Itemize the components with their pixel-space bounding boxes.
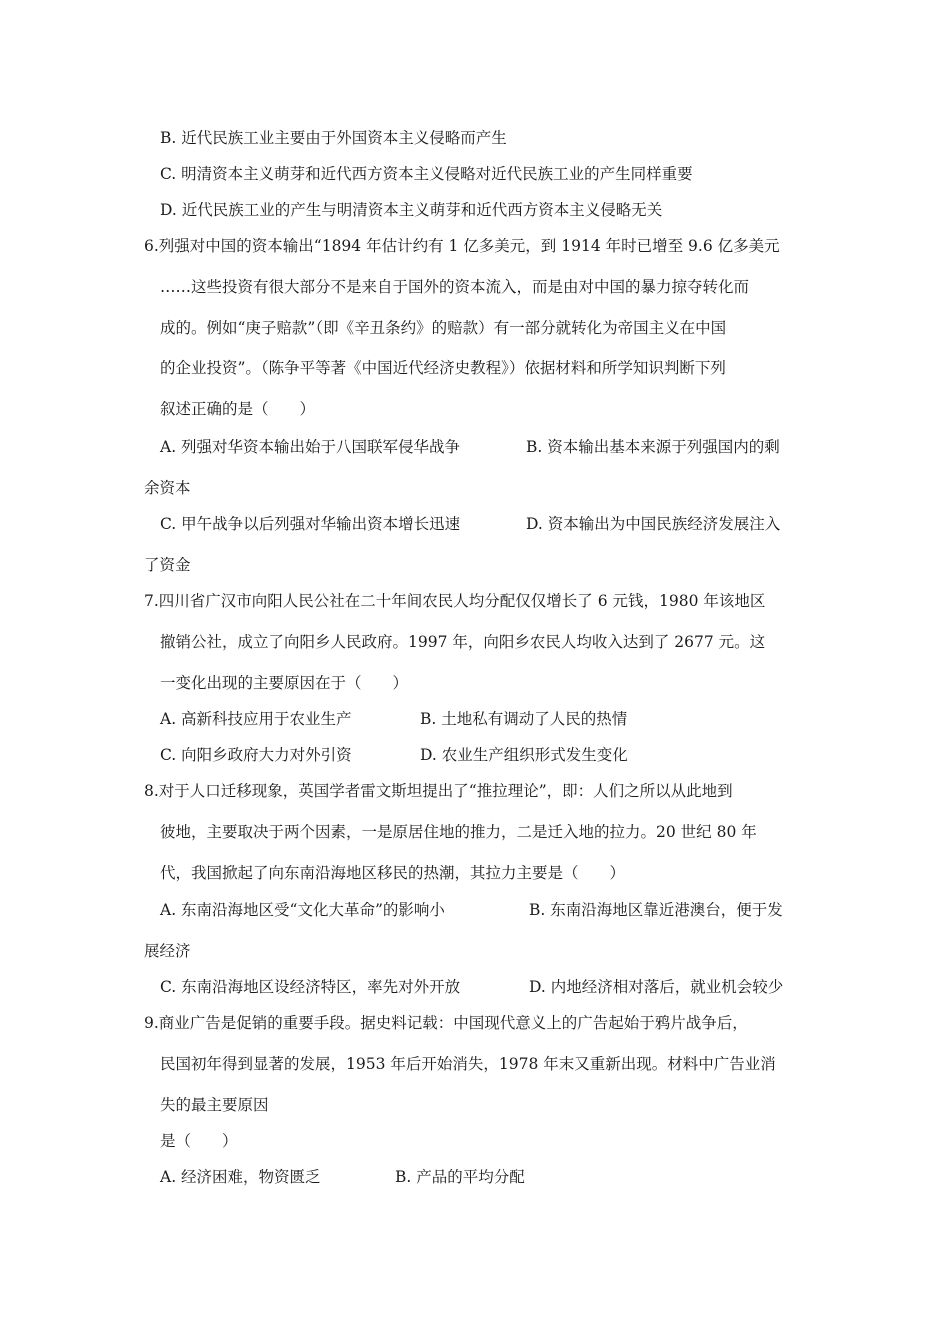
- question-8-line-3: 代，我国掀起了向东南沿海地区移民的热潮，其拉力主要是（ ）: [160, 864, 626, 882]
- question-8-line-1: 8.对于人口迁移现象，英国学者雷文斯坦提出了“推拉理论”，即：人们之所以从此地到: [144, 782, 733, 800]
- question-7-line-1: 7.四川省广汉市向阳人民公社在二十年间农民人均分配仅仅增长了 6 元钱，1980 年该地区: [144, 592, 766, 610]
- question-6-line-3: 成的。例如“庚子赔款”（即《辛丑条约》的赔款）有一部分就转化为帝国主义在中国: [160, 319, 727, 337]
- question-9-line-3: 失的最主要原因: [160, 1096, 269, 1114]
- question-9-line-2: 民国初年得到显著的发展，1953 年后开始消失，1978 年末又重新出现。材料中广告业消: [160, 1055, 776, 1073]
- option-5b: B. 近代民族工业主要由于外国资本主义侵略而产生: [160, 129, 507, 147]
- option-6d: D. 资本输出为中国民族经济发展注入: [526, 515, 781, 533]
- option-8b-cont: 展经济: [144, 942, 191, 960]
- option-7d: D. 农业生产组织形式发生变化: [420, 746, 628, 764]
- question-7-line-3: 一变化出现的主要原因在于（ ）: [160, 674, 409, 692]
- option-5c: C. 明清资本主义萌芽和近代西方资本主义侵略对近代民族工业的产生同样重要: [160, 165, 693, 183]
- question-6-line-1: 6.列强对中国的资本输出“1894 年估计约有 1 亿多美元，到 1914 年时已增至 9.6 亿多美元: [144, 237, 780, 255]
- option-8c: C. 东南沿海地区设经济特区，率先对外开放: [160, 978, 461, 996]
- option-6c: C. 甲午战争以后列强对华输出资本增长迅速: [160, 515, 461, 533]
- option-6a: A. 列强对华资本输出始于八国联军侵华战争: [160, 438, 461, 456]
- option-7a: A. 高新科技应用于农业生产: [160, 710, 352, 728]
- option-5d: D. 近代民族工业的产生与明清资本主义萌芽和近代西方资本主义侵略无关: [160, 201, 663, 219]
- option-6b-cont: 余资本: [144, 479, 191, 497]
- question-6-line-5: 叙述正确的是（ ）: [160, 400, 316, 418]
- question-6-line-2: ……这些投资有很大部分不是来自于国外的资本流入，而是由对中国的暴力掠夺转化而: [160, 278, 750, 296]
- question-9-line-4: 是（ ）: [160, 1132, 238, 1150]
- option-7b: B. 土地私有调动了人民的热情: [420, 710, 628, 728]
- question-6-line-4: 的企业投资”。（陈争平等著《中国近代经济史教程》）依据材料和所学知识判断下列: [160, 359, 726, 377]
- option-9b: B. 产品的平均分配: [395, 1168, 525, 1186]
- option-8a: A. 东南沿海地区受“文化大革命”的影响小: [160, 901, 445, 919]
- option-8b: B. 东南沿海地区靠近港澳台，便于发: [529, 901, 783, 919]
- option-8d: D. 内地经济相对落后，就业机会较少: [529, 978, 784, 996]
- option-6b: B. 资本输出基本来源于列强国内的剩: [526, 438, 780, 456]
- question-8-line-2: 彼地，主要取决于两个因素，一是原居住地的推力，二是迁入地的拉力。20 世纪 80 年: [160, 823, 757, 841]
- question-9-line-1: 9.商业广告是促销的重要手段。据史料记载：中国现代意义上的广告起始于鸦片战争后，: [144, 1014, 748, 1032]
- option-7c: C. 向阳乡政府大力对外引资: [160, 746, 352, 764]
- option-6d-cont: 了资金: [144, 556, 191, 574]
- question-7-line-2: 撤销公社，成立了向阳乡人民政府。1997 年，向阳乡农民人均收入达到了 2677 元。这: [160, 633, 766, 651]
- option-9a: A. 经济困难，物资匮乏: [160, 1168, 321, 1186]
